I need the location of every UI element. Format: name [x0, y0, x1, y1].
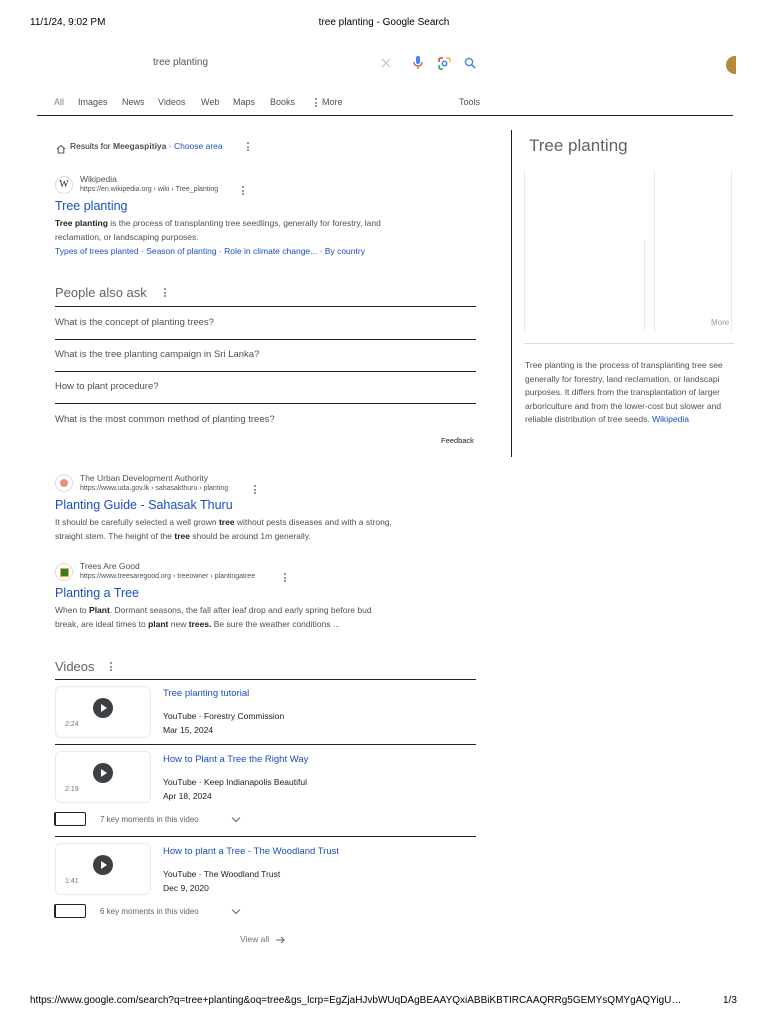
more-images-link[interactable]: More	[711, 318, 730, 327]
location-place: Meegaspitiya	[113, 141, 167, 151]
result-title-link[interactable]: Planting Guide - Sahasak Thuru	[55, 498, 233, 512]
knowledge-panel-title: Tree planting	[529, 136, 628, 155]
snippet-text: is the process of transplanting tree seedlings, generally for forestry, land	[107, 218, 381, 228]
result-url: https://www.treesaregood.org › treeowner › plantingatree	[80, 573, 256, 580]
result-snippet	[55, 515, 475, 543]
result-snippet	[55, 603, 475, 631]
tab-maps[interactable]: Maps	[233, 97, 256, 107]
kp-desc-line: generally for forestry, land reclamation, or landscapi	[525, 373, 720, 384]
view-all-link[interactable]	[240, 934, 286, 944]
snippet-bold: tree	[174, 531, 190, 541]
snippet-text: break, are ideal times to	[55, 619, 149, 629]
play-icon	[93, 855, 113, 875]
snippet-bold: tree	[218, 517, 235, 527]
knowledge-panel-images[interactable]	[524, 170, 734, 333]
video-thumbnail[interactable]	[55, 686, 151, 738]
treesaregood-favicon	[55, 563, 73, 581]
feedback-link[interactable]: Feedback	[441, 436, 474, 445]
kp-desc-line: reliable distribution of tree seeds.	[525, 414, 653, 424]
tab-books[interactable]: Books	[270, 97, 296, 107]
snippet-bold: Tree planting	[55, 218, 108, 228]
snippet-text: without pests diseases and with a strong,	[234, 517, 392, 527]
video-date: Dec 9, 2020	[163, 883, 209, 893]
uda-favicon	[55, 474, 73, 492]
tab-all[interactable]: All	[54, 97, 65, 107]
key-moments-thumbnail	[54, 904, 86, 918]
wikipedia-favicon: W	[55, 176, 73, 194]
video-divider	[55, 744, 476, 745]
result-sublinks[interactable]: Types of trees planted · Season of planting · Role in climate change... · By country	[55, 246, 365, 256]
search-input[interactable]	[153, 57, 353, 68]
result-snippet	[55, 216, 475, 244]
key-moments-toggle[interactable]: 6 key moments in this video	[100, 907, 199, 916]
video-title-link[interactable]: Tree planting tutorial	[163, 688, 250, 699]
tab-more[interactable]: More	[322, 97, 343, 107]
video-thumbnail[interactable]	[55, 843, 151, 895]
video-duration: 2:19	[65, 786, 79, 793]
nav-divider	[37, 115, 733, 116]
location-separator: ·	[166, 141, 174, 151]
video-title-link[interactable]: How to Plant a Tree the Right Way	[163, 754, 309, 765]
kp-desc-line: arboriculture and from the lower-cost but slower and	[525, 400, 722, 411]
videos-heading: Videos	[55, 659, 95, 674]
kp-desc-line: purposes. It differs from the transplantation of larger	[525, 387, 720, 397]
location-prefix: Results for	[70, 141, 111, 151]
play-icon	[93, 763, 113, 783]
videos-options-icon[interactable]	[110, 662, 112, 673]
videos-divider	[55, 679, 476, 680]
knowledge-panel-divider	[524, 343, 734, 344]
choose-area-link[interactable]: Choose area	[173, 141, 223, 151]
snippet-text: straight stem. The height of the	[55, 531, 175, 541]
google-lens-icon[interactable]	[437, 56, 451, 70]
result-title-link[interactable]: Tree planting	[55, 199, 128, 213]
snippet-text: It should be carefully selected a well grown	[55, 517, 219, 527]
tab-web[interactable]: Web	[201, 97, 220, 107]
paa-divider	[55, 339, 476, 340]
people-also-ask-heading: People also ask	[55, 285, 147, 300]
result-site-name: The Urban Development Authority	[80, 473, 209, 483]
location-line	[70, 141, 223, 151]
snippet-text: When to	[55, 605, 90, 615]
print-datetime: 11/1/24, 9:02 PM	[30, 17, 106, 28]
paa-divider	[55, 371, 476, 372]
snippet-bold: plant	[148, 619, 169, 629]
print-page-number: 1/3	[723, 995, 737, 1006]
snippet-text: . Dormant seasons, the fall after leaf drop and early spring before bud	[109, 605, 372, 615]
avatar[interactable]	[726, 56, 736, 74]
tab-images[interactable]: Images	[78, 97, 108, 107]
snippet-text: new	[168, 619, 189, 629]
result-url: https://en.wikipedia.org › wiki › Tree_planting	[80, 186, 219, 193]
snippet-line2: reclamation, or landscaping purposes.	[55, 232, 199, 242]
video-date: Apr 18, 2024	[163, 791, 212, 801]
video-source: YouTube · Forestry Commission	[163, 711, 285, 721]
knowledge-panel-border	[511, 130, 512, 457]
search-icon[interactable]	[463, 56, 477, 70]
paa-question[interactable]: How to plant procedure?	[55, 381, 159, 392]
paa-divider	[55, 306, 476, 307]
snippet-bold: trees.	[188, 619, 212, 629]
result-options-icon[interactable]	[254, 485, 256, 496]
view-all-label: View all	[240, 934, 270, 944]
snippet-bold: Plant	[89, 605, 110, 615]
video-duration: 1:41	[65, 878, 79, 885]
paa-question[interactable]: What is the tree planting campaign in Sri Lanka?	[55, 349, 260, 360]
tab-videos[interactable]: Videos	[158, 97, 186, 107]
search-bar	[140, 52, 490, 76]
location-options-icon[interactable]	[247, 142, 249, 153]
result-site-name: Wikipedia	[80, 174, 117, 184]
chevron-down-icon[interactable]	[232, 906, 240, 914]
video-thumbnail[interactable]	[55, 751, 151, 803]
home-icon	[56, 141, 66, 151]
more-kebab-icon	[315, 98, 317, 109]
video-title-link[interactable]: How to plant a Tree - The Woodland Trust	[163, 846, 340, 857]
video-source: YouTube · The Woodland Trust	[163, 869, 281, 879]
paa-options-icon[interactable]	[164, 288, 166, 299]
video-date: Mar 15, 2024	[163, 725, 214, 735]
kp-desc-line: Tree planting is the process of transplanting tree see	[525, 360, 723, 370]
clear-icon[interactable]	[380, 57, 392, 69]
play-icon	[93, 698, 113, 718]
print-page-title: tree planting - Google Search	[318, 17, 450, 28]
video-divider	[55, 836, 476, 837]
arrow-right-icon	[276, 936, 286, 944]
result-options-icon[interactable]	[242, 186, 244, 197]
snippet-text: should be around 1m generally.	[189, 531, 311, 541]
result-options-icon[interactable]	[284, 573, 286, 584]
video-source: YouTube · Keep Indianapolis Beautiful	[163, 777, 307, 787]
knowledge-panel-description	[525, 359, 733, 427]
result-site-name: Trees Are Good	[80, 561, 140, 571]
result-url: https://www.uda.gov.lk › sahasakthuru › planting	[80, 485, 229, 492]
snippet-text: Be sure the weather conditions ...	[211, 619, 340, 629]
microphone-icon[interactable]	[412, 56, 424, 70]
key-moments-thumbnail	[54, 812, 86, 826]
key-moments-toggle[interactable]: 7 key moments in this video	[100, 815, 199, 824]
tools-button[interactable]: Tools	[459, 97, 481, 107]
tab-news[interactable]: News	[122, 97, 145, 107]
chevron-down-icon[interactable]	[232, 814, 240, 822]
video-duration: 2:24	[65, 721, 79, 728]
result-title-link[interactable]: Planting a Tree	[55, 586, 140, 600]
paa-divider	[55, 403, 476, 404]
paa-question[interactable]: What is the concept of planting trees?	[55, 317, 214, 328]
print-footer-url: https://www.google.com/search?q=tree+planting&oq=tree&gs_lcrp=EgZjaHJvbWUqDAgBEAAYQxiABBiKBTIRCAAQRRg5GEMYsQMYgAQYigU…	[30, 995, 682, 1006]
kp-source-link[interactable]: Wikipedia	[652, 414, 689, 424]
paa-question[interactable]: What is the most common method of planting trees?	[55, 414, 275, 425]
